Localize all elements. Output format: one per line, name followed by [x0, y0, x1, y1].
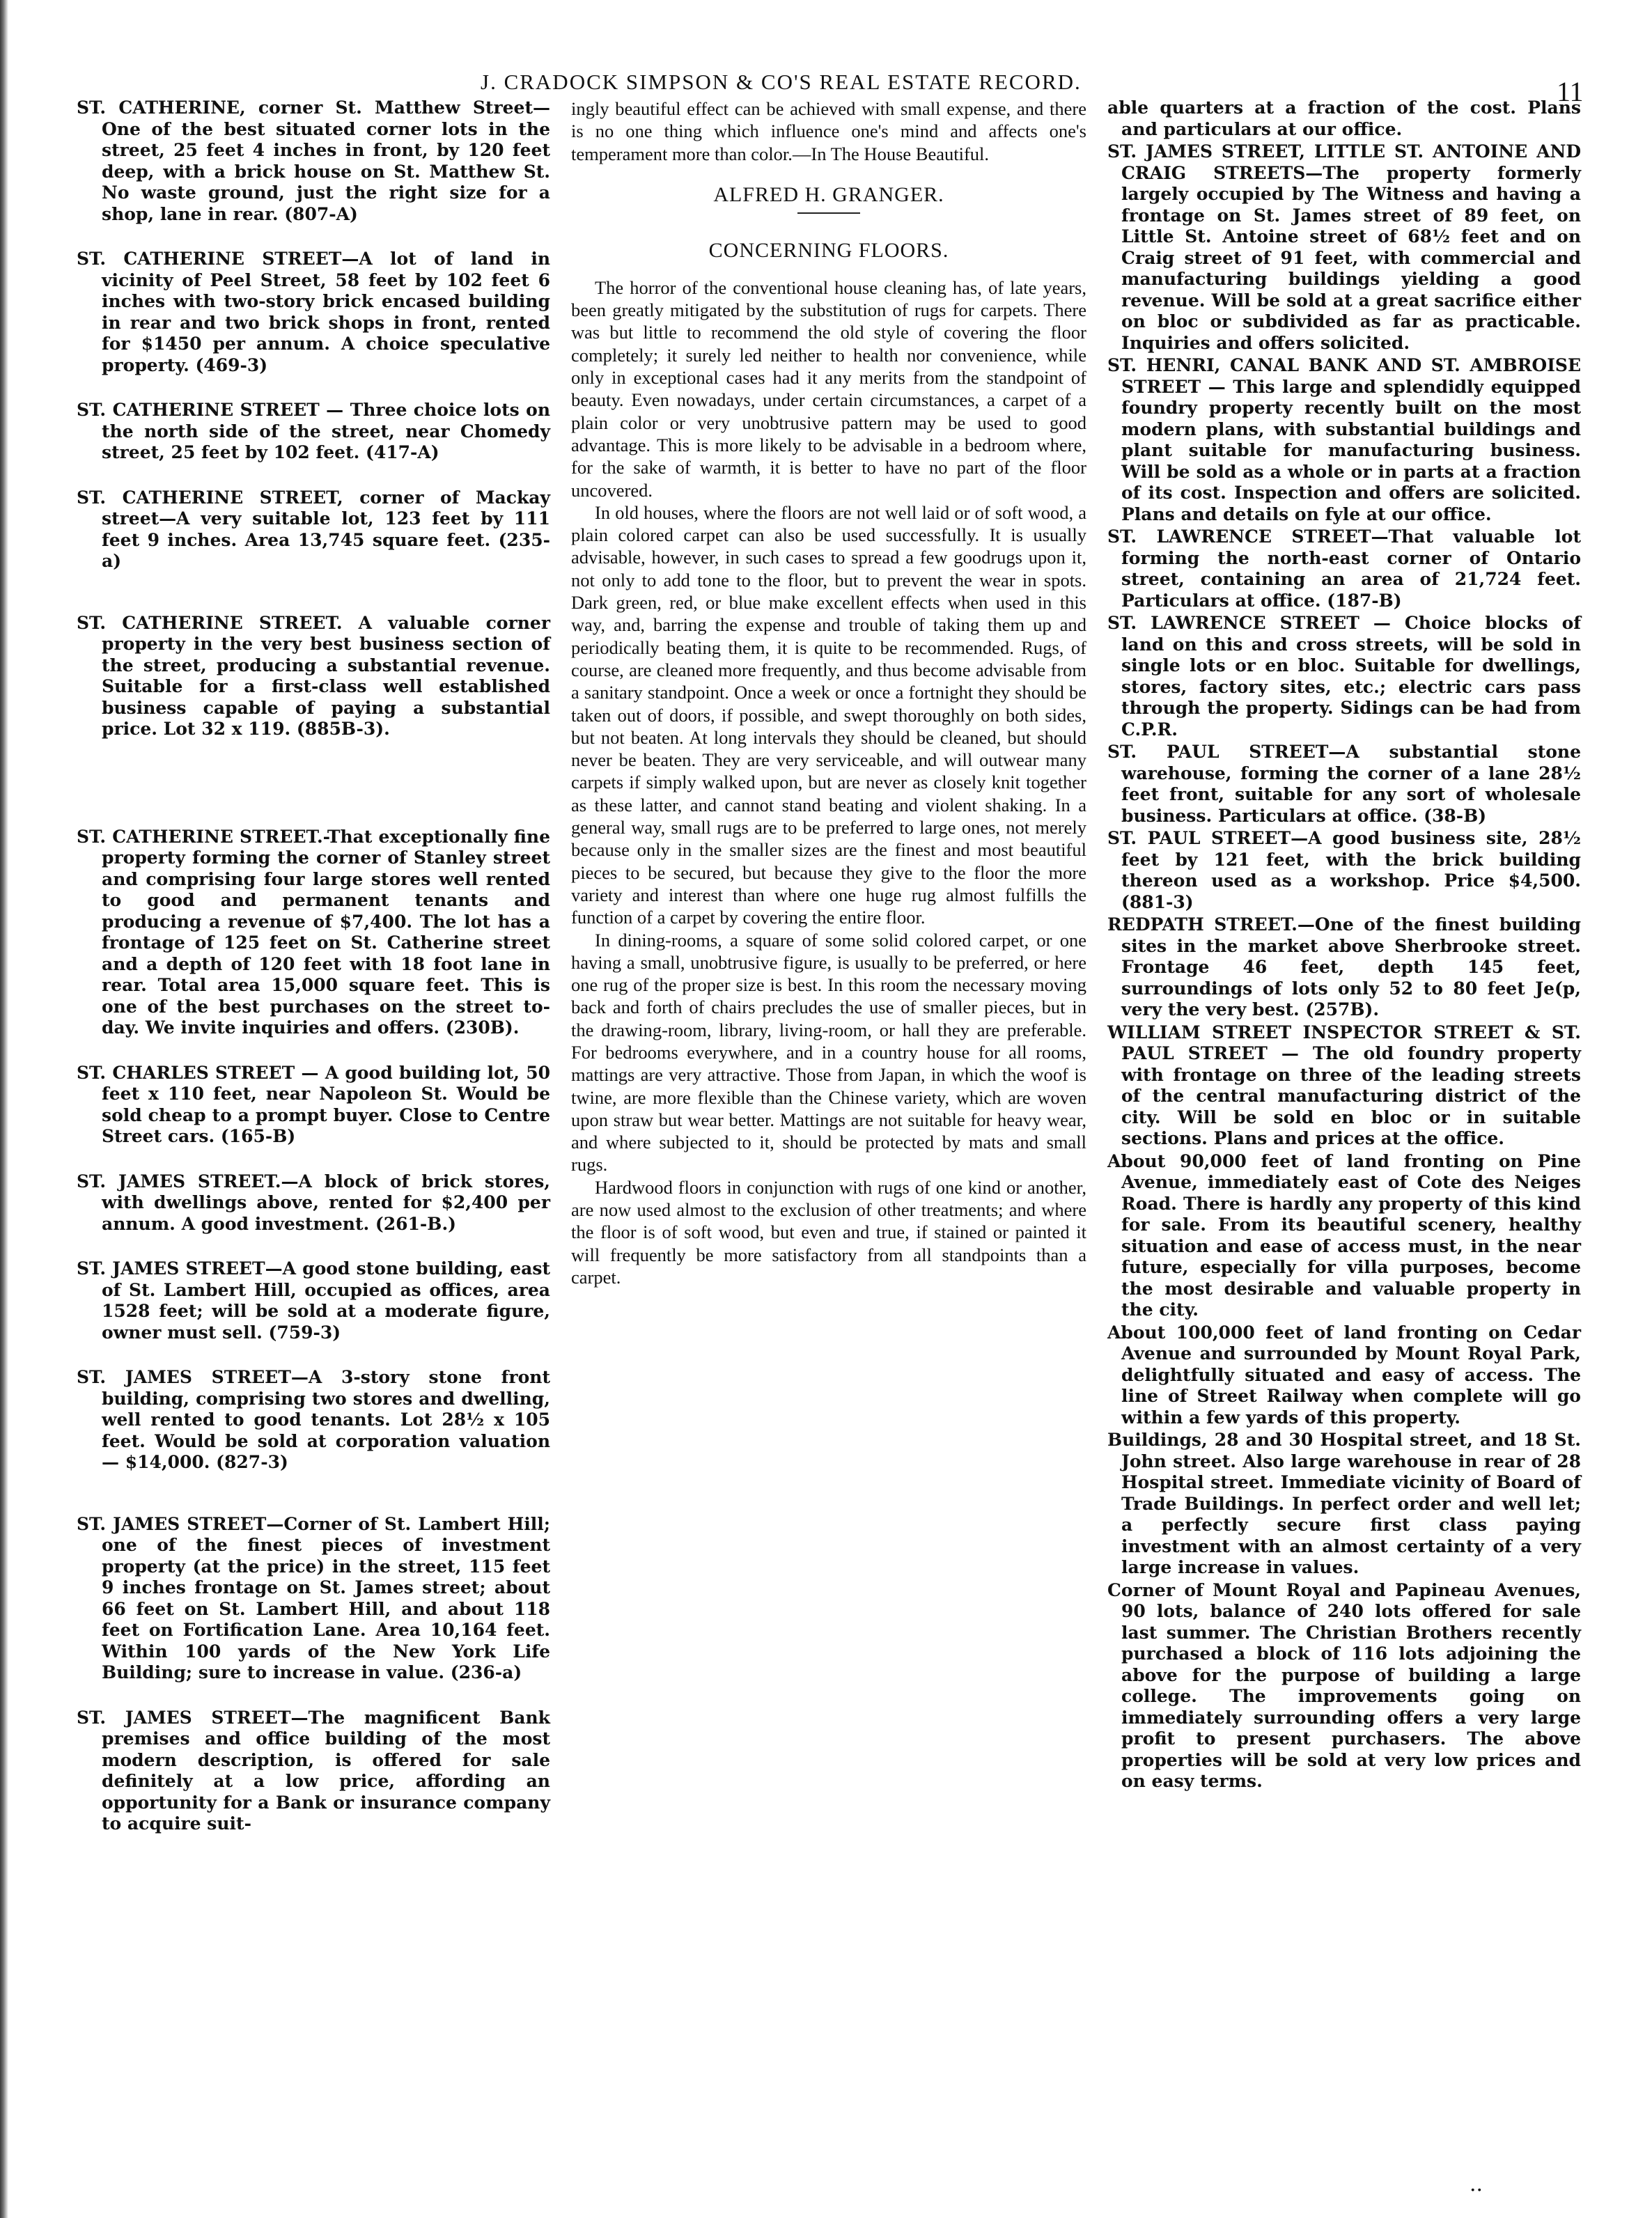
- listing: ST. PAUL STREET—A substantial stone warehouse, forming the corner of a lane 28½ feet front, suitable for any sort of wholesale business. Particulars at office. (38-B): [1107, 742, 1581, 826]
- article-paragraph: In old houses, where the floors are not well laid or of soft wood, a plain colored carpet can also be used successfully. It is usually advisable, however, in such cases to spread a few goodrugs upon it, not only to add tone to the floor, but to prevent the wear in spots. Dark green, red, or blue make excellent effects when used in this way, and, barring the expense and trouble of taking them up and periodically beating them, it is quite to be recommended. Rugs, of course, are cleaned more frequently, and thus become advisable from a sanitary standpoint. Once a week or once a fortnight they should be taken out of doors, if possible, and swept thoroughly on both sides, but not beaten. At long intervals they should be cleaned, but should never be beaten. They are very serviceable, and will outwear many carpets if simply walked upon, but are never as closely knit together as these latter, and cannot stand beating and violent shaking. In a general way, small rugs are to be preferred to large ones, not merely because only in the smaller sizes are the finest and most beautiful pieces to be secured, but because they give to the floor the more variety and interest than where one huge rug almost fulfills the function of a carpet by covering the entire floor.: [571, 501, 1086, 928]
- listing: ST. LAWRENCE STREET — Choice blocks of land on this and cross streets, will be sold in single lots or en bloc. Suitable for dwellings, stores, factory sites, etc.; electric cars pass through the property. Sidings can be had from C.P.R.: [1107, 613, 1581, 740]
- listing: ST. CATHERINE STREET — Three choice lots on the north side of the street, near Chomedy street, 25 feet by 102 feet. (417-A): [77, 400, 550, 462]
- listing: ST. JAMES STREET.—A block of brick stores, with dwellings above, rented for $2,400 per annum. A good investment. (261-B.): [77, 1171, 550, 1234]
- article-paragraph: In dining-rooms, a square of some solid colored carpet, or one having a small, unobtrusive figure, is usually to be preferred, or here one rug of the proper size is best. In this room the necessary moving back and forth of chairs precludes the use of smaller pieces, but in the drawing-room, library, living-room, or hall they are preferable. For bedrooms everywhere, and in a country house for all rooms, mattings are very attractive. Those from Japan, in which the woof is twine, are more flexible than the Chinese variety, which are woven upon straw but wear better. Mattings are not suitable for heavy wear, and where subjected to it, should be protected by mats and small rugs.: [571, 929, 1086, 1176]
- listing: ST. CATHERINE STREET—A lot of land in vicinity of Peel Street, 58 feet by 102 feet 6 inches with two-story brick encased building in rear and two brick shops in front, rented for $1450 per annum. A choice speculative property. (469-3): [77, 249, 550, 375]
- column-right: [1107, 97, 1581, 1794]
- listing: ST. JAMES STREET—Corner of St. Lambert Hill; one of the finest pieces of investment property (at the price) in the street, 115 feet 9 inches frontage on St. James street; about 66 feet on St. Lambert Hill, and about 118 feet on Fortification Lane. Area 10,164 feet. Within 100 yards of the New York Life Building; sure to increase in value. (236-a): [77, 1513, 550, 1682]
- listing: ST. CATHERINE STREET.-That exceptionally fine property forming the corner of Stanley street and comprising four large stores well rented to good and permanent tenants and producing a revenue of $7,400. The lot has a frontage of 125 feet on St. Catherine street and a depth of 120 feet with 18 foot lane in rear. Total area 15,000 square feet. This is one of the best purchases on the street to-day. We invite inquiries and offers. (230B).: [77, 826, 550, 1038]
- listing: About 100,000 feet of land fronting on Cedar Avenue and surrounded by Mount Royal Park, delightfully situated and easy of access. The line of Street Railway when complete will go within a few yards of this property.: [1107, 1322, 1581, 1428]
- listing: ST. LAWRENCE STREET—That valuable lot forming the north-east corner of Ontario street, containing an area of 21,724 feet. Particulars at office. (187-B): [1107, 526, 1581, 611]
- divider-rule: [797, 212, 860, 214]
- article-title: CONCERNING FLOORS.: [708, 238, 949, 262]
- listing: ST. CATHERINE STREET. A valuable corner property in the very best business section of the street, producing a substantial revenue. Suitable for a first-class well established business capable of paying a substantial price. Lot 32 x 119. (885B-3).: [77, 612, 550, 739]
- listing: WILLIAM STREET INSPECTOR STREET & ST. PAUL STREET — The old foundry property with frontage on three of the leading streets of the central manufacturing district of the city. Will be sold en bloc or in suitable sections. Plans and prices at the office.: [1107, 1022, 1581, 1148]
- listing: ST. CHARLES STREET — A good building lot, 50 feet x 110 feet, near Napoleon St. Would be sold cheap to a prompt buyer. Close to Centre Street cars. (165-B): [77, 1062, 550, 1146]
- article-paragraph: The horror of the conventional house cleaning has, of late years, been greatly mitigated by the substitution of rugs for carpets. There was but little to recommend the old style of covering the floor completely; it surely led neither to health nor convenience, while only in exceptional cases had it any merits from the standpoint of beauty. Even nowadays, under certain circumstances, a carpet of a plain color or very unobtrusive pattern may be used to good advantage. This is more likely to be advisable in a bedroom where, for the sake of warmth, it is better to have no part of the floor uncovered.: [571, 276, 1086, 501]
- listing: REDPATH STREET.—One of the finest building sites in the market above Sherbrooke street. Frontage 46 feet, depth 145 feet, surroundings of lots only 52 to 80 feet Je(p, very the very best. (257B).: [1107, 914, 1581, 1020]
- article-author: ALFRED H. GRANGER.: [713, 182, 944, 206]
- listing: ST. JAMES STREET—The magnificent Bank premises and office building of the most modern description, is offered for sale definitely at a low price, affording an opportunity for a Bank or insurance company to acquire suit-: [77, 1707, 550, 1834]
- listing: ST. HENRI, CANAL BANK AND ST. AMBROISE STREET — This large and splendidly equipped foundry property recently built on the most modern plans, with substantial buildings and plant suitable for manufacturing business. Will be sold as a whole or in parts at a fraction of its cost. Inspection and offers are solicited. Plans and details on fyle at our office.: [1107, 355, 1581, 524]
- listing: ST. JAMES STREET, LITTLE ST. ANTOINE AND CRAIG STREETS—The property formerly largely occupied by The Witness and having a frontage on St. James street of 89 feet, on Little St. Antoine street of 68½ feet and on Craig street of 91 feet, with commercial and manufacturing buildings yielding a good revenue. Will be sold at a great sacrifice either on bloc or subdivided as far as practicable. Inquiries and offers solicited.: [1107, 141, 1581, 353]
- listing: ST. JAMES STREET—A 3-story stone front building, comprising two stores and dwelling, well rented to good tenants. Lot 28½ x 105 feet. Would be sold at corporation valuation — $14,000. (827-3): [77, 1367, 550, 1472]
- listing: Corner of Mount Royal and Papineau Avenues, 90 lots, balance of 240 lots offered for sale last summer. The Christian Brothers recently purchased a block of 116 lots adjoining the above for the purpose of building a large college. The improvements going on immediately surrounding offers a very large profit to present purchasers. The above properties will be sold at very low prices and on easy terms.: [1107, 1579, 1581, 1791]
- article-column: [571, 97, 1086, 1288]
- listing: ST. PAUL STREET—A good business site, 28½ feet by 121 feet, with the brick building thereon used as a workshop. Price $4,500. (881-3): [1107, 828, 1581, 912]
- page-binding-edge: [0, 0, 8, 2218]
- listing: ST. CATHERINE, corner St. Matthew Street—One of the best situated corner lots in the street, 25 feet 4 inches in front, by 120 feet deep, with a brick house on St. Matthew St. No waste ground, just the right size for a shop, lane in rear. (807-A): [77, 97, 550, 224]
- page-end-dots: ··: [1470, 2178, 1483, 2203]
- page-number: 11: [1557, 76, 1584, 107]
- listing: ST. JAMES STREET—A good stone building, east of St. Lambert Hill, occupied as offices, area 1528 feet; will be sold at a moderate figure, owner must sell. (759-3): [77, 1258, 550, 1343]
- listing: ST. CATHERINE STREET, corner of Mackay street—A very suitable lot, 123 feet by 111 feet 9 inches. Area 13,745 square feet. (235-a): [77, 487, 550, 571]
- listing: Buildings, 28 and 30 Hospital street, and 18 St. John street. Also large warehouse in rear of 28 Hospital street. Immediate vicinity of Board of Trade Buildings. In perfect order and well let; a perfectly secure first class paying investment with an almost certainty of a very large increase in values.: [1107, 1430, 1581, 1577]
- listing: About 90,000 feet of land fronting on Pine Avenue, immediately east of Cote des Neiges Road. There is hardly any property of this kind for sale. From its beautiful scenery, healthy situation and ease of access must, in the near future, especially for villa purposes, become the most desirable and valuable property in the city.: [1107, 1150, 1581, 1320]
- running-header: J. CRADOCK SIMPSON & CO'S REAL ESTATE RECORD.: [481, 70, 1082, 94]
- article-paragraph: Hardwood floors in conjunction with rugs of one kind or another, are now used almost to the exclusion of other treatments; and where the floor is of soft wood, but even and true, if stained or painted it will frequently be more satisfactory from all standpoints than a carpet.: [571, 1176, 1086, 1288]
- listing: able quarters at a fraction of the cost. Plans and particulars at our office.: [1107, 97, 1581, 139]
- article-lead-text: ingly beautiful effect can be achieved with small expense, and there is no one thing which influence one's mind and affects one's temperament more than color.—In The House Beautiful.: [571, 98, 1086, 164]
- column-left: [77, 97, 550, 1859]
